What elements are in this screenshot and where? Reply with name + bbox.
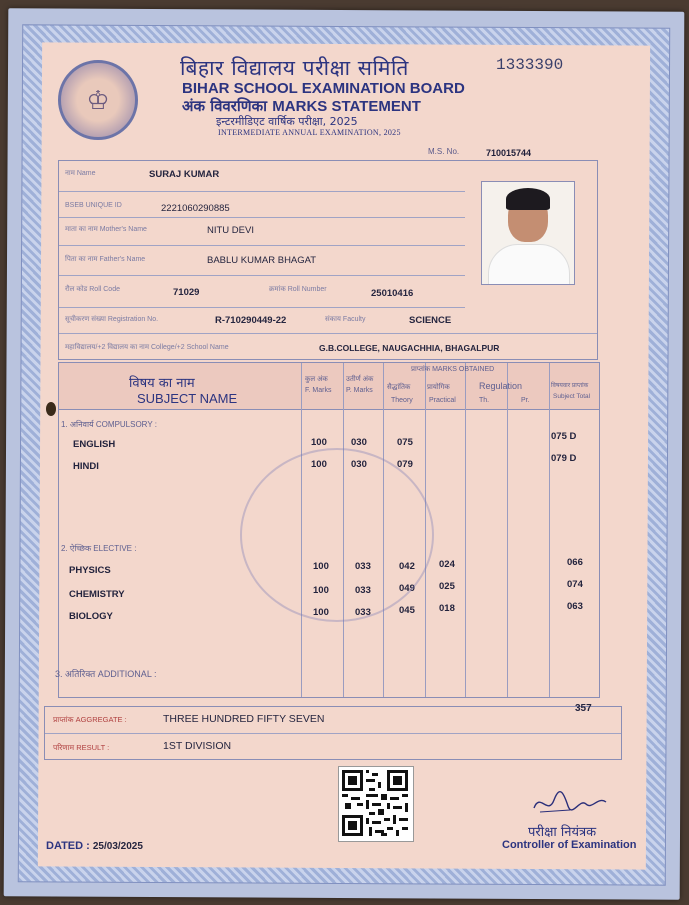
student-photo — [481, 181, 575, 285]
uid-value: 2221060290885 — [161, 203, 230, 214]
uid-row — [59, 191, 465, 218]
serial-number: 1333390 — [496, 56, 564, 74]
roll-row — [59, 275, 465, 308]
dated-label: DATED : — [46, 840, 90, 852]
student-info-panel — [58, 160, 598, 360]
marks-title-hindi: अंक विवरणिका — [182, 97, 268, 115]
marks-title-english: MARKS STATEMENT — [272, 98, 421, 115]
board-name-english: BIHAR SCHOOL EXAMINATION BOARD — [182, 80, 465, 97]
table-row-physics-total: 066 — [567, 557, 583, 568]
table-row-chemistry-full: 100 — [313, 585, 329, 596]
mother-row — [59, 217, 465, 246]
table-row-biology-total: 063 — [567, 601, 583, 612]
seal-emblem-icon: ♔ — [86, 84, 110, 115]
father-label: पिता का नाम Father's Name — [65, 256, 146, 263]
subject-total-hindi: विषयवार प्राप्तांक — [551, 383, 589, 389]
regulation-label: Regulation — [479, 381, 523, 391]
table-row-english-theory: 075 — [397, 437, 413, 448]
ms-number-label: M.S. No. — [428, 147, 460, 156]
pass-marks-english: P. Marks — [346, 387, 373, 394]
board-name-hindi: बिहार विद्यालय परीक्षा समिति — [180, 56, 409, 80]
marks-statement-title — [182, 96, 421, 116]
name-row — [59, 161, 465, 192]
regulation-theory: Th. — [479, 397, 490, 404]
college-label: महाविद्यालय/+2 विद्यालय का नाम College/+2 School Name — [65, 344, 229, 351]
controller-title-hindi: परीक्षा नियंत्रक — [528, 825, 597, 840]
table-row-biology-full: 100 — [313, 607, 329, 618]
name-label: नाम Name — [65, 170, 96, 177]
table-row-biology-practical: 018 — [439, 603, 455, 614]
college-row — [59, 333, 597, 359]
father-name: BABLU KUMAR BHAGAT — [207, 255, 317, 266]
registration-label: सूचीकरण संख्या Registration No. — [65, 316, 159, 323]
table-row-hindi-pass: 030 — [351, 459, 367, 470]
registration-row — [59, 307, 597, 334]
qr-code — [338, 766, 414, 842]
table-row-hindi-subject: HINDI — [73, 461, 99, 472]
table-row-english-total: 075 D — [551, 431, 577, 442]
table-row-physics-pass: 033 — [355, 561, 371, 572]
dated-row — [46, 840, 143, 852]
theory-english: Theory — [391, 397, 413, 404]
table-row-physics-subject: PHYSICS — [69, 565, 111, 576]
table-row-chemistry-pass: 033 — [355, 585, 371, 596]
subject-header-hindi: विषय का नाम — [129, 376, 195, 391]
table-row-physics-full: 100 — [313, 561, 329, 572]
controller-title-english: Controller of Examination — [502, 839, 637, 851]
watermark-seal — [240, 448, 434, 622]
table-row-physics-practical: 024 — [439, 559, 455, 570]
compulsory-label: 1. अनिवार्य COMPULSORY : — [61, 420, 157, 429]
table-row-biology-theory: 045 — [399, 605, 415, 616]
uid-label: BSEB UNIQUE ID — [65, 202, 122, 209]
table-row-chemistry-total: 074 — [567, 579, 583, 590]
faculty-label: संकाय Faculty — [325, 316, 366, 323]
table-row-physics-theory: 042 — [399, 561, 415, 572]
table-row-english-pass: 030 — [351, 437, 367, 448]
table-row-biology-pass: 033 — [355, 607, 371, 618]
table-row-biology-subject: BIOLOGY — [69, 611, 113, 622]
subject-total-english: Subject Total — [553, 393, 591, 400]
roll-code-label: रौल कोड Roll Code — [65, 286, 120, 293]
board-seal-logo — [58, 60, 138, 140]
issue-date: 25/03/2025 — [92, 841, 143, 852]
table-row-chemistry-subject: CHEMISTRY — [69, 589, 125, 600]
full-marks-hindi: कुल अंक — [305, 376, 328, 383]
table-row-chemistry-practical: 025 — [439, 581, 455, 592]
mother-name: NITU DEVI — [207, 225, 254, 236]
subject-header-english: SUBJECT NAME — [137, 391, 238, 406]
aggregate-result-panel — [44, 703, 622, 760]
exam-name-hindi: इन्टरमीडिएट वार्षिक परीक्षा, 2025 — [216, 115, 358, 128]
aggregate-words: THREE HUNDRED FIFTY SEVEN — [163, 713, 325, 725]
additional-label: 3. अतिरिक्त ADDITIONAL : — [55, 669, 157, 679]
table-row-english-subject: ENGLISH — [73, 439, 116, 450]
table-row-hindi-theory: 079 — [397, 459, 413, 470]
practical-hindi: प्रायोगिक — [427, 384, 450, 391]
controller-signature — [530, 788, 610, 822]
insect-on-paper — [46, 402, 56, 416]
student-name: SURAJ KUMAR — [149, 169, 220, 180]
roll-code-value: 71029 — [173, 287, 200, 298]
registration-value: R-710290449-22 — [215, 315, 287, 326]
table-row-hindi-total: 079 D — [551, 453, 577, 464]
table-row-english-full: 100 — [311, 437, 327, 448]
table-row-chemistry-theory: 049 — [399, 583, 415, 594]
full-marks-english: F. Marks — [305, 387, 332, 394]
father-row — [59, 245, 465, 276]
aggregate-value: 357 — [575, 703, 592, 714]
pass-marks-hindi: उतीर्ण अंक — [346, 376, 374, 383]
roll-number-value: 25010416 — [371, 288, 414, 299]
result-value: 1ST DIVISION — [163, 740, 232, 752]
mother-label: माता का नाम Mother's Name — [65, 226, 147, 233]
roll-number-label: क्रमांक Roll Number — [269, 286, 327, 293]
exam-name-english: INTERMEDIATE ANNUAL EXAMINATION, 2025 — [218, 128, 401, 137]
college-value: G.B.COLLEGE, NAUGACHHIA, BHAGALPUR — [319, 343, 500, 353]
result-label: परिणाम RESULT : — [53, 743, 110, 752]
theory-hindi: सैद्धांतिक — [387, 384, 411, 391]
table-row-hindi-full: 100 — [311, 459, 327, 470]
ms-number-value: 710015744 — [486, 148, 532, 158]
regulation-practical: Pr. — [521, 397, 530, 404]
elective-label: 2. ऐच्छिक ELECTIVE : — [61, 544, 137, 553]
marks-obtained-label: प्राप्तांक MARKS OBTAINED — [411, 366, 495, 373]
practical-english: Practical — [429, 397, 456, 404]
aggregate-label: प्राप्तांक AGGREGATE : — [53, 715, 127, 724]
faculty-value: SCIENCE — [409, 315, 452, 326]
